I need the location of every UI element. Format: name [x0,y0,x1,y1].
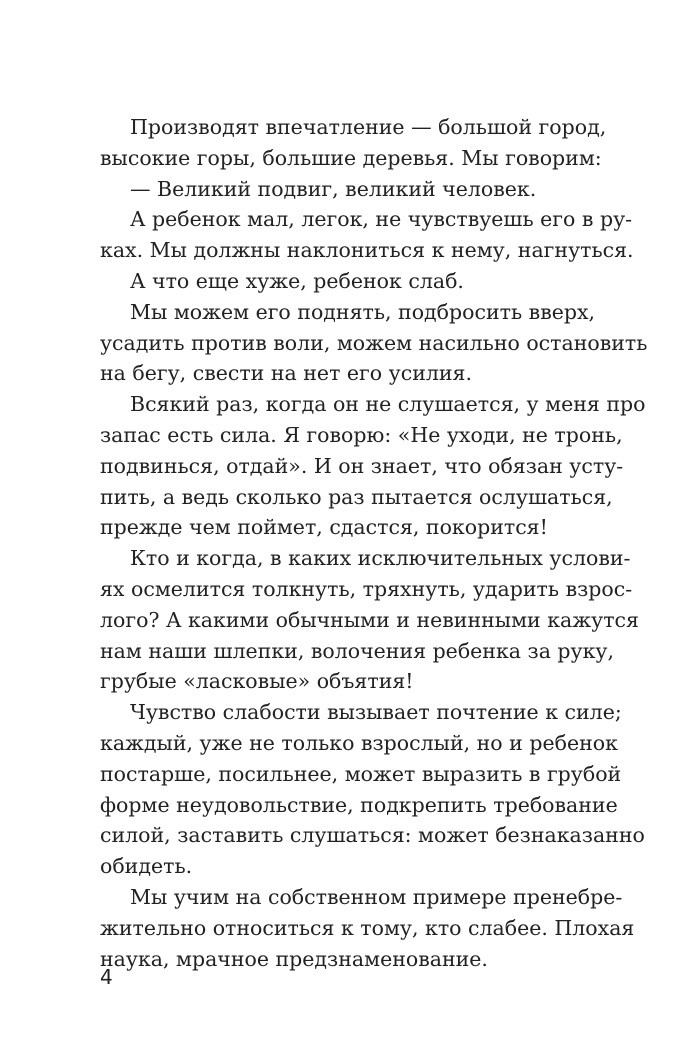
text-line: Мы учим на собственном примере пренебре- [130,884,623,909]
text-line: на бегу, свести на нет его усилия. [100,361,472,386]
text-line: высокие горы, большие деревья. Мы говорим: [100,145,602,170]
text-line: нам наши шлепки, волочения ребенка за руку, [100,638,615,663]
text-line: Всякий раз, когда он не слушается, у меня про [130,392,646,417]
text-line: лого? А какими обычными и невинными кажутся [100,607,639,632]
text-line: А что еще хуже, ребенок слаб. [130,268,464,293]
text-line: запас есть сила. Я говорю: «Не уходи, не тронь, [100,422,623,447]
text-line: Производят впечатление — большой город, [130,115,607,139]
text-line: силой, заставить слушаться: может безнаказанно [100,823,645,848]
paragraph [100,204,634,266]
paragraph [100,389,646,543]
text-line: каждый, уже не только взрослый, но и ребенок [100,730,618,755]
paragraph [100,112,607,174]
paragraph [100,297,648,389]
text-line: Кто и когда, в каких исключительных услови- [130,546,631,571]
text-line: форме неудовольствие, подкрепить требование [100,792,618,817]
text-line: грубые «ласковые» объятия! [100,669,414,694]
paragraph [100,697,645,882]
text-line: наука, мрачное предзнаменование. [100,946,488,971]
text-line: ках. Мы должны наклониться к нему, нагнуться. [100,238,634,263]
paragraph [100,543,639,697]
text-line: — Великий подвиг, великий человек. [130,176,537,201]
text-line: постарше, посильнее, может выразить в грубой [100,761,622,786]
text-line: Мы можем его поднять, подбросить вверх, [130,299,596,324]
text-line: прежде чем поймет, сдастся, покорится! [100,515,548,540]
paragraph [100,266,582,297]
paragraph [100,174,582,205]
text-line: ях осмелится толкнуть, тряхнуть, ударить взрос- [100,576,633,601]
text-line: обидеть. [100,854,193,879]
text-line: жительно относиться к тому, кто слабее. Плохая [100,915,635,940]
text-line: усадить против воли, можем насильно остановить [100,330,648,355]
text-line: Чувство слабости вызывает почтение к силе; [130,700,622,725]
text-line: подвинься, отдай». И он знает, что обязан усту- [100,453,624,478]
text-line: А ребенок мал, легок, не чувствуешь его в ру- [130,207,633,232]
text-line: пить, а ведь сколько раз пытается ослушаться, [100,484,613,509]
page-number: 4 [100,965,113,989]
body-text [100,112,648,974]
paragraph [100,882,635,974]
